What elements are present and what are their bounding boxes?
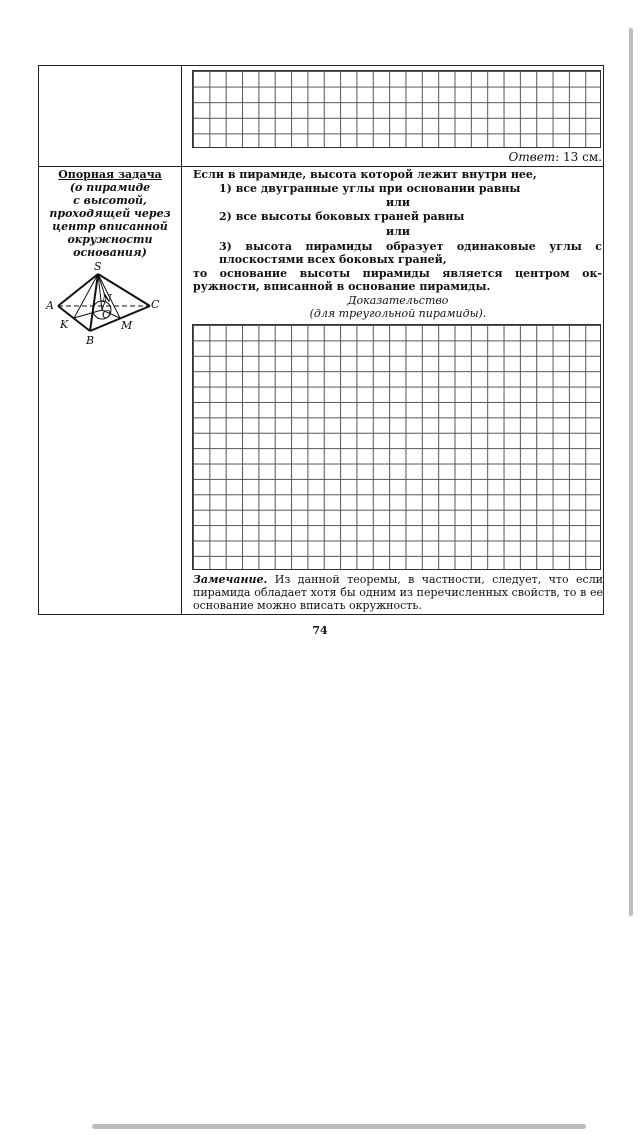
note: [193, 573, 603, 612]
task-subtitle-line: с высотой,: [73, 194, 147, 207]
theorem-item-3-line-2: плоскостями всех боковых граней,: [219, 253, 447, 266]
horizontal-scrollbar[interactable]: [92, 1124, 586, 1129]
proof-subtitle: (для треугольной пирамиды).: [309, 307, 487, 320]
note-label: Замечание.: [193, 573, 268, 586]
answer-label: Ответ: [508, 150, 556, 164]
table-column-divider: [181, 65, 182, 615]
answer-line: [420, 150, 602, 164]
note-text: Из данной теоремы, в частности, следует, что если пирамида обладает хотя бы одним из перечисленных свойств, то в ее основание можно вписать окружность.: [193, 573, 604, 612]
answer-value: : 13 см.: [555, 150, 602, 164]
point-label-k: K: [60, 318, 69, 331]
theorem-item-1: 1) все двугранные углы при основании равны: [219, 182, 521, 195]
task-subtitle-line: основания): [73, 246, 147, 259]
theorem-conclusion-line-1: то основание высоты пирамиды является центром ок-: [193, 267, 602, 280]
theorem-conclusion-line-2: ружности, вписанной в основание пирамиды.: [193, 280, 491, 293]
answer-grid: [192, 70, 601, 148]
theorem-item-2: 2) все высоты боковых граней равны: [219, 210, 465, 223]
vertex-label-s: S: [94, 260, 102, 273]
theorem-or-1: или: [385, 196, 411, 209]
task-heading: Опорная задача: [58, 168, 162, 181]
theorem-item-3-line-1: 3) высота пирамиды образует одинаковые углы с: [219, 240, 602, 253]
page-number: 74: [312, 624, 328, 637]
point-label-n: N: [102, 292, 112, 305]
task-subtitle-line: окружности: [67, 233, 153, 246]
vertex-label-b: B: [86, 334, 95, 347]
proof-title: Доказательство: [347, 294, 449, 307]
left-cell-title: [40, 168, 180, 259]
task-subtitle-line: центр вписанной: [52, 220, 168, 233]
theorem-intro: Если в пирамиде, высота которой лежит внутри нее,: [193, 168, 537, 181]
theorem-or-2: или: [385, 225, 411, 238]
point-label-m: M: [121, 319, 133, 332]
vertex-label-a: A: [46, 299, 54, 312]
proof-grid: [192, 324, 601, 570]
task-subtitle-line: (о пирамиде: [69, 181, 151, 194]
task-subtitle-line: проходящей через: [49, 207, 171, 220]
pyramid-figure: [44, 258, 170, 348]
point-label-o: O: [102, 308, 112, 321]
table-row-divider: [38, 166, 604, 167]
vertex-label-c: C: [151, 298, 160, 311]
vertical-scrollbar[interactable]: [629, 28, 633, 916]
